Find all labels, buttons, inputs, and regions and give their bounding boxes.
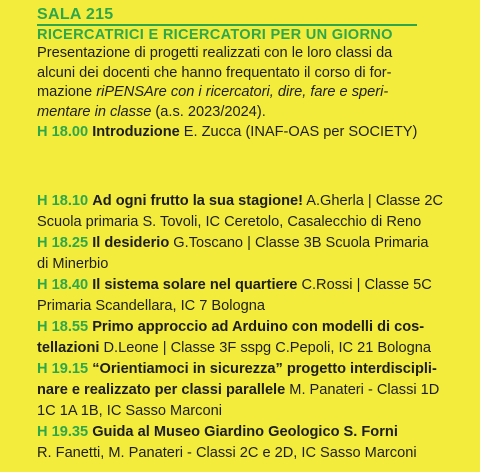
program-entry — [37, 191, 468, 233]
course-title: riPENSAre con i ricercatori, dire, fare e speri- — [96, 84, 389, 100]
entry-line — [37, 317, 468, 338]
description-line — [37, 83, 468, 103]
entry-title: Ad ogni frutto la sua stagione! — [92, 193, 303, 209]
entry-title: Il desiderio — [92, 235, 170, 251]
entry-title: “Orientiamoci in sicurezza” progetto interdiscipli- — [92, 361, 437, 377]
entry-detail: di Minerbio — [37, 256, 109, 272]
description — [37, 44, 468, 122]
entry-title: Introduzione — [92, 124, 180, 140]
entry-detail: 1C 1A 1B, IC Sasso Marconi — [37, 403, 222, 419]
entry-detail: E. Zucca (INAF-OAS per SOCIETY) — [179, 124, 418, 140]
description-line: Presentazione di progetti realizzati con le loro classi da — [37, 45, 393, 61]
section-heading: RICERCATRICI E RICERCATORI PER UN GIORNO — [37, 27, 393, 43]
description-text: mazione — [37, 84, 97, 100]
entry-detail: D.Leone | Classe 3F sspg C.Pepoli, IC 21 Bologna — [99, 340, 431, 356]
entry-title: Il sistema solare nel quartiere — [92, 277, 298, 293]
entry-line — [37, 275, 468, 296]
entry-time: H 19.35 — [37, 424, 89, 440]
entry-title-cont: tellazioni — [37, 340, 100, 356]
program-entry — [37, 275, 468, 317]
entry-time: H 18.55 — [37, 319, 89, 335]
entry-line — [37, 380, 468, 401]
entry-detail: C.Rossi | Classe 5C — [297, 277, 432, 293]
course-title-cont: mentare in classe — [37, 103, 152, 120]
spacer — [37, 143, 468, 191]
entry-line — [37, 191, 468, 212]
description-line: alcuni dei docenti che hanno frequentato il corso di for- — [37, 64, 392, 81]
intro-entry — [37, 122, 468, 143]
entry-detail: Primaria Scandellara, IC 7 Bologna — [37, 298, 265, 314]
entry-detail: M. Panateri - Classi 1D — [285, 382, 440, 398]
entry-time: H 18.00 — [37, 124, 89, 140]
entry-detail: Scuola primaria S. Tovoli, IC Ceretolo, Casalecchio di Reno — [37, 214, 422, 230]
entry-time: H 18.10 — [37, 193, 89, 209]
entry-detail: A.Gherla | Classe 2C — [303, 193, 444, 209]
entry-line — [37, 422, 468, 443]
entry-time: H 18.25 — [37, 235, 89, 251]
program-entry — [37, 317, 468, 359]
room-title: SALA 215 — [37, 6, 114, 23]
entry-line — [37, 233, 468, 254]
program-entry — [37, 359, 468, 422]
description-line — [37, 103, 468, 123]
heading-divider — [37, 24, 417, 26]
program-entry — [37, 422, 468, 464]
program-entry — [37, 233, 468, 275]
entry-title: Primo approccio ad Arduino con modelli di cos- — [92, 319, 425, 335]
entry-time: H 18.40 — [37, 277, 89, 293]
entry-detail: G.Toscano | Classe 3B Scuola Primaria — [169, 235, 429, 251]
entry-line — [37, 359, 468, 380]
description-text: (a.s. 2023/2024). — [151, 103, 266, 120]
entry-time: H 19.15 — [37, 361, 89, 377]
entry-title: Guida al Museo Giardino Geologico S. Forni — [92, 424, 398, 440]
entry-title-cont: nare e realizzato per classi parallele — [37, 382, 286, 398]
entry-line — [37, 338, 468, 359]
entry-detail: R. Fanetti, M. Panateri - Classi 2C e 2D, IC Sasso Marconi — [37, 445, 417, 461]
